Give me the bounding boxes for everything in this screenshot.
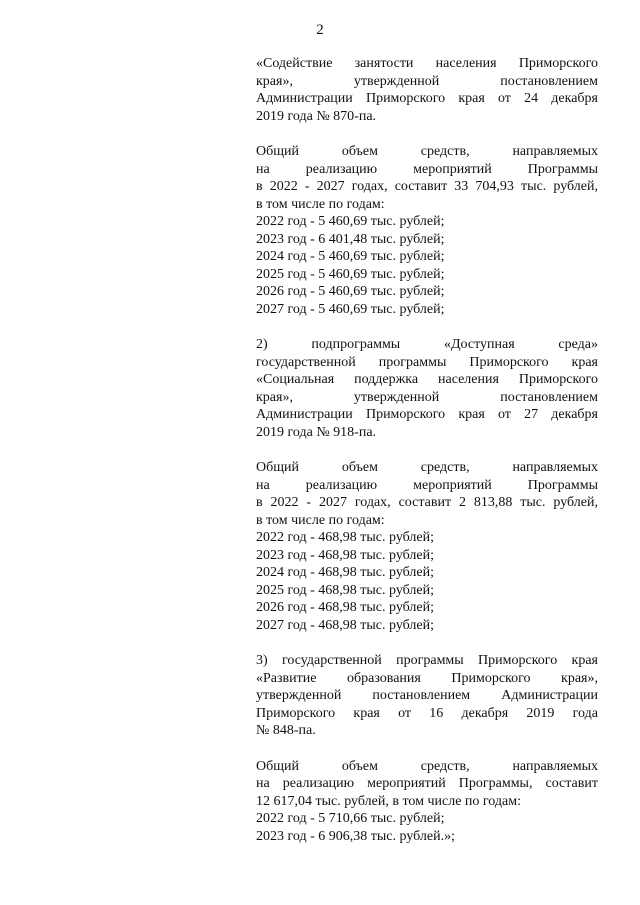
text-line: Общий объем средств, направляемых	[256, 758, 598, 774]
year-amount-line: 2022 год - 5 710,66 тыс. рублей;	[256, 811, 445, 826]
text-line: «Социальная поддержка населения Приморского	[256, 372, 598, 387]
year-amount-line: 2023 год - 6 906,38 тыс. рублей.»;	[256, 828, 456, 844]
year-amount-line: 2026 год - 468,98 тыс. рублей;	[256, 600, 435, 615]
text-line: 2) подпрограммы «Доступная среда»	[256, 337, 598, 352]
page-number: 2	[316, 22, 324, 38]
text-line: на реализацию мероприятий Программы, составит	[256, 776, 598, 791]
text-line: 2019 года № 870-па.	[256, 108, 377, 124]
text-line: в том числе по годам:	[256, 512, 385, 528]
text-line: «Содействие занятости населения Приморского	[256, 56, 598, 71]
year-amount-line: 2024 год - 5 460,69 тыс. рублей;	[256, 249, 445, 264]
paragraph-education-program	[256, 652, 598, 740]
paragraph-funding-total-1	[256, 143, 598, 318]
text-line: 3) государственной программы Приморского края	[256, 653, 598, 668]
text-line: в 2022 - 2027 годах, составит 33 704,93 тыс. рублей,	[256, 179, 598, 194]
text-line: 12 617,04 тыс. рублей, в том числе по годам:	[256, 793, 521, 809]
text-line: Администрации Приморского края от 24 декабря	[256, 91, 598, 106]
year-amount-line: 2023 год - 6 401,48 тыс. рублей;	[256, 231, 445, 247]
year-amount-line: 2022 год - 468,98 тыс. рублей;	[256, 530, 435, 545]
text-line: края», утвержденной постановлением	[256, 389, 598, 405]
text-line: на реализацию мероприятий Программы	[256, 161, 598, 177]
text-line: в том числе по годам:	[256, 196, 385, 212]
text-line: Администрации Приморского края от 27 декабря	[256, 407, 598, 422]
year-amount-line: 2027 год - 468,98 тыс. рублей;	[256, 617, 435, 633]
text-line: государственной программы Приморского края	[256, 354, 598, 370]
text-line: «Развитие образования Приморского края»,	[256, 670, 598, 686]
year-amount-line: 2025 год - 5 460,69 тыс. рублей;	[256, 266, 445, 282]
text-line: в 2022 - 2027 годах, составит 2 813,88 тыс. рублей,	[256, 495, 598, 510]
text-line: № 848-па.	[256, 723, 316, 738]
year-amount-line: 2027 год - 5 460,69 тыс. рублей;	[256, 301, 445, 317]
paragraph-employment-program	[256, 55, 598, 125]
paragraph-accessible-environment	[256, 336, 598, 441]
text-line: Приморского края от 16 декабря 2019 года	[256, 705, 598, 721]
year-amount-line: 2023 год - 468,98 тыс. рублей;	[256, 547, 435, 563]
paragraph-funding-total-3	[256, 758, 598, 846]
document-body	[256, 55, 598, 845]
year-amount-line: 2026 год - 5 460,69 тыс. рублей;	[256, 284, 445, 299]
paragraph-funding-total-2	[256, 459, 598, 634]
year-amount-line: 2022 год - 5 460,69 тыс. рублей;	[256, 214, 445, 229]
year-amount-line: 2024 год - 468,98 тыс. рублей;	[256, 565, 435, 580]
text-line: на реализацию мероприятий Программы	[256, 477, 598, 493]
text-line: Общий объем средств, направляемых	[256, 144, 598, 159]
text-line: утвержденной постановлением Администрации	[256, 688, 598, 703]
year-amount-line: 2025 год - 468,98 тыс. рублей;	[256, 582, 435, 598]
text-line: края», утвержденной постановлением	[256, 73, 598, 89]
text-line: Общий объем средств, направляемых	[256, 460, 598, 475]
text-line: 2019 года № 918-па.	[256, 424, 377, 440]
